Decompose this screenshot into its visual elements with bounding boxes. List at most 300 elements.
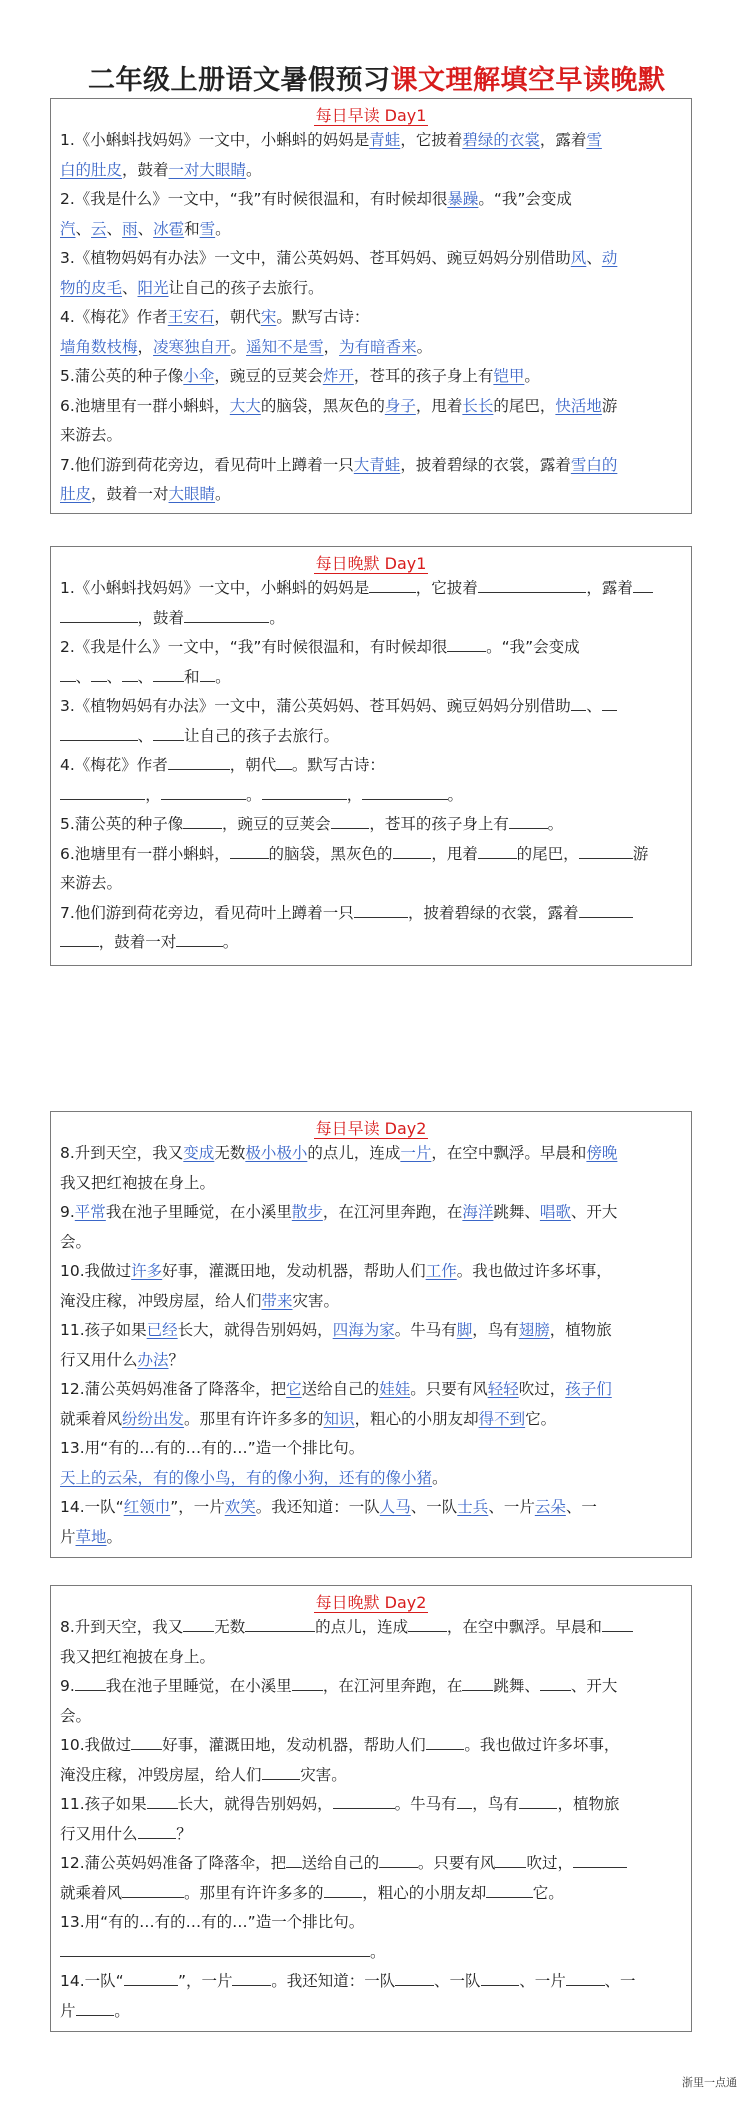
line-text: 就乘着风: [60, 1883, 123, 1902]
line-text: 。默写古诗：: [291, 756, 385, 774]
answer-blank: [245, 1614, 315, 1632]
text-line: [60, 215, 684, 245]
line-text: 6.池塘里有一群小蝌蚪，: [60, 844, 230, 863]
line-text: 跳舞、: [493, 1677, 540, 1695]
text-line: [60, 928, 684, 958]
text-line: [60, 333, 684, 363]
line-text: 游: [632, 844, 649, 863]
answer-blank: [147, 1791, 178, 1809]
line-text: 、: [137, 219, 154, 238]
answer-blank: [362, 782, 447, 800]
answer-blank: [602, 1614, 633, 1632]
text-line: [60, 692, 684, 722]
answer-blank: [602, 693, 618, 711]
line-text: ，鸟有: [472, 1321, 519, 1339]
answer-blank: [60, 723, 138, 741]
line-text: 送给自己的: [301, 1854, 380, 1872]
text-line: [60, 126, 684, 156]
line-text: 。: [416, 337, 433, 356]
text-line: [60, 303, 684, 333]
answer-blank: [124, 1968, 178, 1986]
answer-blank: [276, 752, 292, 770]
line-text: 9.: [60, 1203, 75, 1221]
title-highlight: 课文理解填空早读晚默: [390, 65, 666, 96]
answer-blank: [481, 1968, 520, 1986]
answer-text: 动: [601, 249, 618, 267]
line-text: 。牛马有: [394, 1321, 457, 1339]
line-text: 3.《植物妈妈有办法》一文中，蒲公英妈妈、苍耳妈妈、豌豆妈妈分别借助: [60, 697, 571, 715]
line-text: 吹过，: [526, 1854, 573, 1872]
line-text: 。那里有许许多多的: [184, 1883, 324, 1902]
line-text: ，在江河里奔跑，在: [322, 1203, 463, 1221]
line-text: 、: [122, 278, 138, 297]
answer-blank: [566, 1968, 605, 1986]
answer-text: 唱歌: [539, 1203, 571, 1221]
line-text: 、开大: [570, 1677, 618, 1695]
answer-text: 许多: [131, 1262, 163, 1280]
answer-blank: [60, 929, 99, 947]
answer-blank: [379, 1850, 418, 1868]
answer-blank: [262, 1762, 301, 1780]
line-text: 。我也做过许多坏事，: [464, 1736, 620, 1754]
line-text: ，苍耳的孩子身上有: [369, 815, 509, 833]
line-text: 。只要有风: [410, 1380, 488, 1398]
answer-text: 遥知不是雪: [246, 337, 324, 356]
line-text: ”，一片: [170, 1498, 225, 1516]
text-line: [60, 1790, 684, 1820]
answer-blank: [75, 1673, 106, 1691]
text-line: [60, 244, 684, 274]
text-line: [60, 1375, 684, 1405]
answer-blank: [138, 1821, 177, 1839]
text-line: [60, 1643, 684, 1673]
answer-blank: [369, 575, 416, 593]
answer-text: 纷纷出发: [122, 1409, 185, 1428]
page-title: [88, 58, 666, 97]
line-text: 5.蒲公英的种子像: [60, 367, 184, 385]
answer-text: 大眼睛: [168, 485, 216, 503]
answer-blank: [579, 841, 633, 859]
line-text: 14.一队“: [60, 1498, 124, 1516]
answer-text: 小伞: [183, 367, 215, 385]
answer-text: 轻轻: [487, 1380, 519, 1398]
day2-evening-dictation: [50, 1585, 692, 2032]
line-text: 、一队: [410, 1498, 458, 1516]
line-text: 10.我做过: [60, 1262, 132, 1280]
answer-blank: [324, 1880, 363, 1898]
answer-text: 变成: [183, 1144, 215, 1162]
answer-text: 脚: [456, 1321, 473, 1339]
text-line: [60, 574, 684, 604]
answer-blank: [286, 1850, 302, 1868]
line-text: 来游去。: [60, 426, 123, 444]
line-text: 、一片: [519, 1972, 566, 1990]
text-line: [60, 1613, 684, 1643]
answer-blank: [408, 1614, 447, 1632]
line-text: 。我还知道：一队: [271, 1972, 396, 1990]
line-text: 的脑袋，黑灰色的: [260, 396, 385, 415]
line-text: 。: [230, 337, 247, 356]
answer-text: 云朵: [534, 1498, 566, 1516]
answer-text: 云: [91, 219, 107, 238]
line-text: 。: [114, 2001, 130, 2020]
line-text: 。: [524, 367, 540, 385]
line-text: 的尾巴，: [493, 396, 556, 415]
line-text: 。: [370, 1942, 386, 1961]
text-line: [60, 781, 684, 811]
section-heading: 每日早读 Day2: [315, 1119, 427, 1138]
line-text: 2.《我是什么》一文中，“我”有时候很温和，有时候却很: [60, 638, 448, 656]
text-line: [60, 274, 684, 304]
answer-text: 宋: [260, 308, 277, 326]
text-line: [60, 451, 684, 481]
line-text: 。只要有风: [417, 1854, 496, 1872]
text-line: [60, 1139, 684, 1169]
title-main: 二年级上册语文暑假预习: [88, 65, 391, 96]
answer-blank: [153, 723, 184, 741]
line-text: 灾害。: [292, 1291, 340, 1310]
answer-text: 炸开: [322, 367, 354, 385]
text-line: [60, 840, 684, 870]
answer-blank: [184, 605, 269, 623]
answer-text: 傍晚: [586, 1144, 618, 1162]
answer-text: 已经: [146, 1321, 178, 1339]
line-text: ，露着: [539, 131, 587, 149]
text-line: [60, 633, 684, 663]
line-text: ，鸟有: [472, 1795, 519, 1813]
line-text: 。: [222, 933, 239, 951]
line-text: 。: [447, 785, 464, 804]
line-text: 行又用什么: [60, 1824, 138, 1843]
line-text: 和: [184, 219, 200, 238]
answer-blank: [573, 1850, 627, 1868]
answer-text: 肚皮: [60, 485, 92, 503]
line-text: 、: [137, 667, 154, 686]
answer-blank: [509, 811, 548, 829]
line-text: 1.《小蝌蚪找妈妈》一文中，小蝌蚪的妈妈是: [60, 131, 370, 149]
line-text: 来游去。: [60, 874, 123, 892]
text-line: [60, 751, 684, 781]
answer-text: 一对大眼睛: [168, 160, 247, 179]
day2-morning-reading: [50, 1111, 692, 1558]
line-text: 。“我”会变成: [486, 638, 580, 656]
answer-text: 大青蛙: [353, 455, 401, 474]
text-line: [60, 1434, 684, 1464]
line-text: 无数: [214, 1618, 246, 1636]
text-line: [60, 604, 684, 634]
answer-text: 凌寒独自开: [153, 337, 231, 356]
line-text: 无数: [214, 1144, 246, 1162]
line-text: ，: [346, 785, 363, 804]
answer-text: 为有暗香来: [339, 337, 417, 356]
answer-blank: [122, 664, 138, 682]
line-text: 。牛马有: [394, 1795, 457, 1813]
answer-text: 雪: [586, 131, 602, 149]
line-text: 它。: [532, 1883, 564, 1902]
answer-blank: [447, 634, 486, 652]
text-line: [60, 1346, 684, 1376]
answer-text: 海洋: [462, 1203, 494, 1221]
answer-text: 冰雹: [153, 219, 185, 238]
answer-text: 暴躁: [447, 190, 479, 208]
line-text: 3.《植物妈妈有办法》一文中，蒲公英妈妈、苍耳妈妈、豌豆妈妈分别借助: [60, 249, 571, 267]
line-text: 5.蒲公英的种子像: [60, 815, 184, 833]
line-text: 就乘着风: [60, 1409, 123, 1428]
line-text: 。: [215, 667, 231, 686]
day1-evening-dictation: [50, 546, 692, 966]
line-text: 、: [106, 667, 123, 686]
line-text: 、一片: [488, 1498, 535, 1516]
answer-text: 翅膀: [518, 1321, 550, 1339]
answer-blank: [183, 1614, 214, 1632]
answer-blank: [354, 900, 408, 918]
line-text: ，在江河里奔跑，在: [322, 1677, 463, 1695]
answer-text: 墙角数枝梅: [60, 337, 138, 356]
line-text: ，披着碧绿的衣裳，露着: [408, 903, 579, 922]
answer-text: 王安石: [167, 308, 215, 326]
line-text: 。: [547, 815, 564, 833]
text-line: [60, 663, 684, 693]
line-text: 的点儿，连成: [315, 1618, 409, 1636]
text-line: [60, 1405, 684, 1435]
line-text: 7.他们游到荷花旁边，看见荷叶上蹲着一只: [60, 903, 354, 922]
line-text: ，露着: [586, 579, 633, 597]
answer-blank: [495, 1850, 526, 1868]
section-lines: [51, 574, 691, 958]
line-text: ，鼓着一对: [98, 933, 177, 951]
answer-text: 一片: [400, 1144, 432, 1162]
answer-blank: [230, 841, 269, 859]
line-text: ，植物旅: [549, 1321, 612, 1339]
answer-text: 工作: [425, 1262, 457, 1280]
line-text: ，它披着: [415, 579, 478, 597]
text-line: [60, 1938, 684, 1968]
answer-text: 娃娃: [379, 1380, 411, 1398]
line-text: 、: [586, 697, 602, 715]
text-line: [60, 1908, 684, 1938]
line-text: 跳舞、: [493, 1203, 540, 1221]
answer-text: 士兵: [457, 1498, 489, 1516]
answer-text: 阳光: [137, 278, 169, 297]
line-text: ，豌豆的豆荚会: [222, 815, 331, 833]
text-line: [60, 1731, 684, 1761]
text-line: [60, 1672, 684, 1702]
line-text: 行又用什么: [60, 1350, 138, 1369]
answer-blank: [426, 1732, 465, 1750]
answer-blank: [457, 1791, 473, 1809]
line-text: ，粗心的小朋友却: [362, 1883, 487, 1902]
line-text: 13.用“有的…有的…有的…”造一个排比句。: [60, 1439, 365, 1457]
line-text: ，朝代: [214, 308, 261, 326]
line-text: 。: [246, 160, 262, 179]
line-text: ，: [137, 337, 154, 356]
line-text: 片: [60, 1527, 76, 1546]
line-text: 、一: [565, 1498, 597, 1516]
line-text: ？: [168, 1350, 185, 1369]
text-line: [60, 1316, 684, 1346]
line-text: 1.《小蝌蚪找妈妈》一文中，小蝌蚪的妈妈是: [60, 579, 370, 597]
line-text: 、一: [604, 1972, 636, 1990]
line-text: 、: [586, 249, 602, 267]
line-text: ，在空中飘浮。早晨和: [446, 1618, 602, 1636]
line-text: 长大，就得告别妈妈，: [177, 1321, 333, 1339]
line-text: 、: [75, 219, 92, 238]
line-text: ，鼓着: [122, 160, 169, 179]
answer-text: 物的皮毛: [60, 278, 123, 297]
line-text: 、: [137, 726, 154, 745]
answer-blank: [292, 1673, 323, 1691]
answer-blank: [168, 752, 230, 770]
answer-text: 它: [286, 1380, 302, 1398]
line-text: ，鼓着: [137, 608, 185, 627]
footer-brand: 浙里一点通: [682, 2076, 737, 2089]
answer-blank: [462, 1673, 493, 1691]
answer-blank: [579, 900, 633, 918]
line-text: 长大，就得告别妈妈，: [177, 1795, 333, 1813]
text-line: [60, 1257, 684, 1287]
line-text: 好事，灌溉田地，发动机器，帮助人们: [162, 1262, 426, 1280]
text-line: [60, 1523, 684, 1553]
answer-text: 红领巾: [123, 1498, 171, 1516]
line-text: 、一队: [433, 1972, 481, 1990]
answer-text: 孩子们: [565, 1380, 612, 1398]
answer-text: 知识: [323, 1409, 355, 1428]
line-text: 我又把红袍披在身上。: [60, 1647, 216, 1666]
line-text: 淹没庄稼，冲毁房屋，给人们: [60, 1765, 262, 1784]
answer-text: 带来: [261, 1291, 293, 1310]
line-text: 、: [106, 219, 123, 238]
answer-blank: [333, 1791, 395, 1809]
answer-text: 雪: [199, 219, 216, 238]
answer-text: 办法: [137, 1350, 169, 1369]
line-text: 送给自己的: [301, 1380, 380, 1398]
line-text: 。: [215, 219, 231, 238]
line-text: 。默写古诗：: [276, 308, 370, 326]
answer-text: 天上的云朵，有的像小鸟，有的像小狗，还有的像小猪: [60, 1468, 433, 1487]
line-text: 10.我做过: [60, 1736, 132, 1754]
section-heading: 每日早读 Day1: [315, 106, 427, 125]
line-text: 的点儿，连成: [307, 1144, 401, 1162]
text-line: [60, 156, 684, 186]
line-text: 的尾巴，: [516, 844, 579, 863]
answer-text: 平常: [74, 1203, 106, 1221]
line-text: ，在空中飘浮。早晨和: [431, 1144, 587, 1162]
day1-morning-reading: [50, 98, 692, 514]
line-text: 吹过，: [518, 1380, 566, 1398]
answer-text: 青蛙: [369, 131, 401, 149]
answer-blank: [60, 1939, 370, 1957]
answer-text: 雨: [122, 219, 138, 238]
text-line: [60, 1702, 684, 1732]
line-text: 12.蒲公英妈妈准备了降落伞，把: [60, 1380, 287, 1398]
line-text: 4.《梅花》作者: [60, 756, 168, 774]
line-text: 、: [75, 667, 92, 686]
line-text: 。: [106, 1527, 123, 1546]
text-line: [60, 1228, 684, 1258]
line-text: 、开大: [570, 1203, 618, 1221]
line-text: 好事，灌溉田地，发动机器，帮助人们: [162, 1736, 426, 1754]
answer-blank: [232, 1968, 271, 1986]
answer-text: 人马: [379, 1498, 411, 1516]
line-text: 6.池塘里有一群小蝌蚪，: [60, 396, 230, 415]
text-line: [60, 810, 684, 840]
text-line: [60, 1169, 684, 1199]
line-text: 片: [60, 2001, 76, 2020]
line-text: 。: [432, 1468, 448, 1487]
text-line: [60, 185, 684, 215]
answer-text: 身子: [384, 396, 416, 415]
line-text: 。“我”会变成: [478, 190, 572, 208]
answer-blank: [395, 1968, 434, 1986]
line-text: 8.升到天空，我又: [60, 1144, 184, 1162]
line-text: 12.蒲公英妈妈准备了降落伞，把: [60, 1854, 287, 1872]
answer-text: 大大: [229, 396, 261, 415]
line-text: ？: [176, 1824, 192, 1843]
text-line: [60, 392, 684, 422]
line-text: 会。: [60, 1706, 92, 1725]
answer-blank: [478, 575, 587, 593]
answer-text: 得不到: [478, 1409, 526, 1428]
line-text: ，鼓着一对: [91, 485, 169, 503]
answer-text: 欢笑: [224, 1498, 256, 1516]
answer-text: 散步: [291, 1203, 323, 1221]
answer-text: 长长: [462, 396, 494, 415]
line-text: 。我还知道：一队: [255, 1498, 380, 1516]
section-lines: [51, 126, 691, 510]
line-text: ，甩着: [415, 396, 463, 415]
line-text: 我在池子里睡觉，在小溪里: [105, 1677, 292, 1695]
text-line: [60, 722, 684, 752]
text-line: [60, 1820, 684, 1850]
line-text: 4.《梅花》作者: [60, 308, 168, 326]
answer-blank: [176, 929, 223, 947]
answer-blank: [478, 841, 517, 859]
line-text: ，苍耳的孩子身上有: [353, 367, 494, 385]
line-text: 。: [215, 485, 231, 503]
answer-blank: [519, 1791, 558, 1809]
line-text: 和: [184, 667, 200, 686]
answer-text: 铠甲: [493, 367, 525, 385]
answer-blank: [633, 575, 653, 593]
line-text: ，粗心的小朋友却: [354, 1409, 479, 1428]
answer-blank: [571, 693, 587, 711]
line-text: 9.: [60, 1677, 75, 1695]
line-text: 会。: [60, 1232, 92, 1251]
text-line: [60, 1761, 684, 1791]
answer-blank: [262, 782, 347, 800]
line-text: 我又把红袍披在身上。: [60, 1173, 216, 1192]
section-heading: 每日晚默 Day2: [315, 1593, 427, 1612]
answer-blank: [76, 1998, 115, 2016]
line-text: ，它披着: [400, 131, 463, 149]
text-line: [60, 1287, 684, 1317]
answer-blank: [540, 1673, 571, 1691]
answer-blank: [122, 1880, 184, 1898]
line-text: ，豌豆的豆荚会: [214, 367, 323, 385]
answer-text: 风: [570, 249, 587, 267]
line-text: 。那里有许许多多的: [184, 1409, 324, 1428]
answer-text: 极小极小: [245, 1144, 308, 1162]
line-text: ，甩着: [431, 844, 478, 863]
line-text: 13.用“有的…有的…有的…”造一个排比句。: [60, 1913, 365, 1931]
answer-blank: [153, 664, 184, 682]
answer-blank: [183, 811, 222, 829]
answer-blank: [131, 1732, 162, 1750]
line-text: 。我也做过许多坏事，: [456, 1262, 612, 1280]
answer-blank: [60, 782, 145, 800]
line-text: ”，一片: [177, 1972, 233, 1990]
line-text: 的脑袋，黑灰色的: [268, 844, 393, 863]
